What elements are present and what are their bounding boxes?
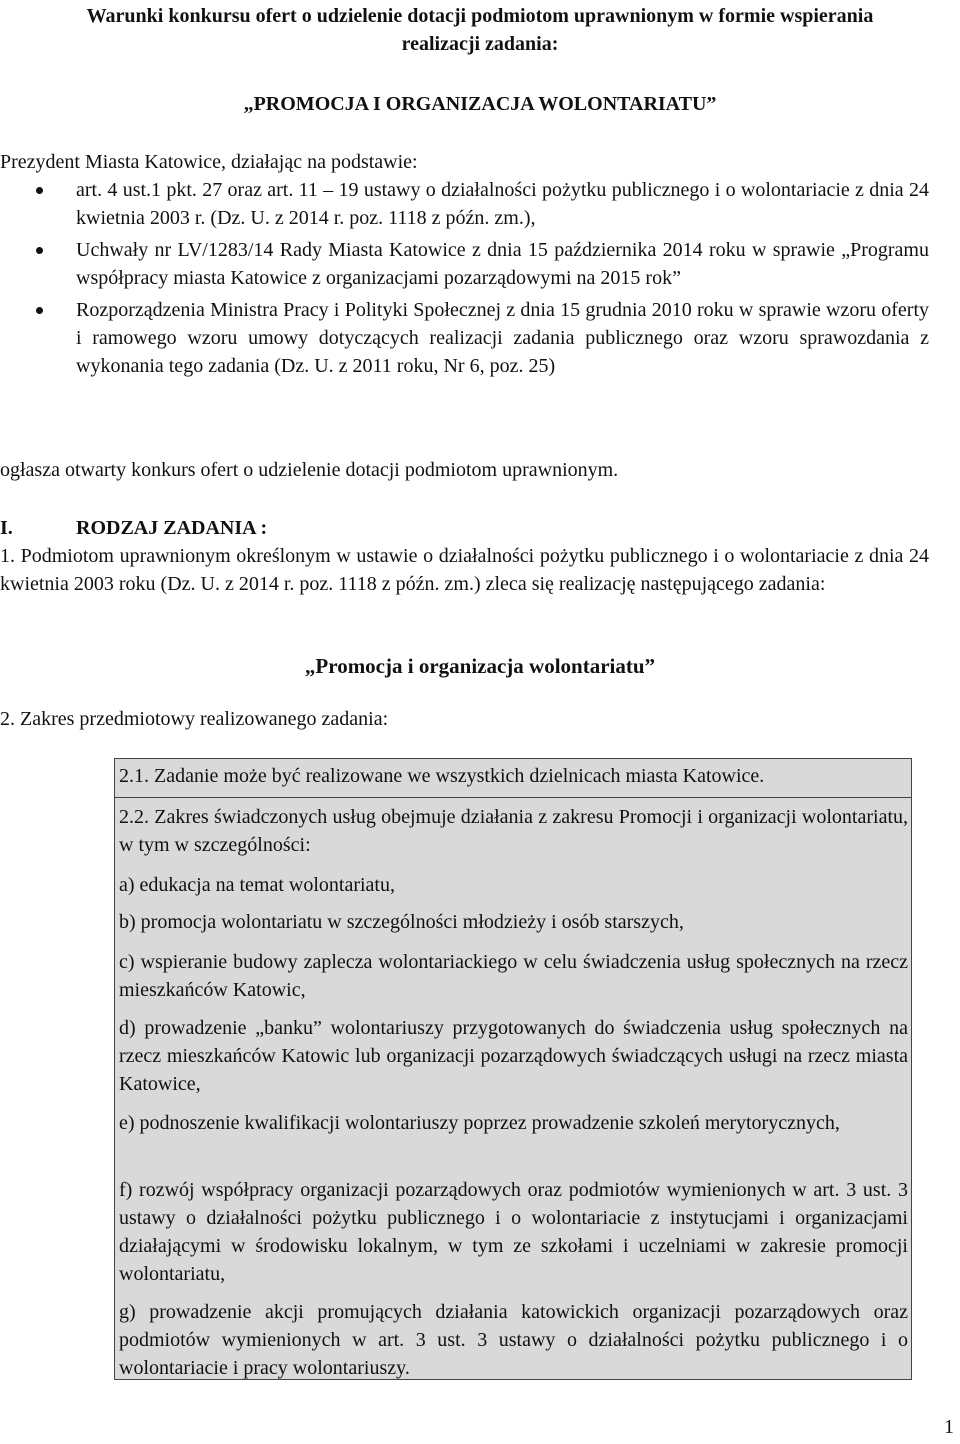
table-divider	[115, 797, 911, 798]
legal-basis-text: Rozporządzenia Ministra Pracy i Polityki Społecznej z dnia 15 grudnia 2010 roku w sprawie wzoru oferty i ramowego wzoru umowy dotyczących realizacji zadania publicznego oraz wzoru sprawozdania z wykonania tego zadania (Dz. U. z 2011 roku, Nr 6, poz. 25)	[76, 299, 929, 377]
title-line-2: realizacji zadania:	[401, 33, 559, 55]
point-2-text: 2. Zakres przedmiotowy realizowanego zadania:	[0, 708, 389, 730]
list-item	[0, 296, 929, 380]
section-heading	[0, 514, 267, 542]
announcement-text: ogłasza otwarty konkurs ofert o udzielenie dotacji podmiotom uprawnionym.	[0, 459, 619, 481]
scope-item-e: e) podnoszenie kwalifikacji wolontariuszy poprzez prowadzenie szkoleń merytorycznych,	[119, 1112, 840, 1134]
section-number: I.	[0, 517, 13, 539]
document-title	[0, 2, 960, 58]
scope-item-2-2: 2.2. Zakres świadczonych usług obejmuje działania z zakresu Promocji i organizacji wolontariatu, w tym w szczególności:	[119, 806, 908, 856]
task-subtitle: „PROMOCJA I ORGANIZACJA WOLONTARIATU”	[243, 93, 717, 115]
scope-item-c: c) wspieranie budowy zaplecza wolontariackiego w celu świadczenia usług społecznych na rzecz mieszkańców Katowic,	[119, 951, 908, 1001]
scope-item-f: f) rozwój współpracy organizacji pozarządowych oraz podmiotów wymienionych w art. 3 ust. 3 ustawy o działalności pożytku publicznego i o wolontariacie z instytucjami i organizacjami działającymi w środowisku lokalnym, w tym ze szkołami i uczelniami w zakresie promocji wolontariatu,	[119, 1179, 908, 1285]
scope-item-2-1: 2.1. Zadanie może być realizowane we wszystkich dzielnicach miasta Katowice.	[119, 765, 765, 787]
scope-item-b: b) promocja wolontariatu w szczególności młodzieży i osób starszych,	[119, 911, 684, 933]
legal-basis-list	[0, 176, 929, 384]
list-item	[0, 176, 929, 232]
scope-item-g: g) prowadzenie akcji promujących działania katowickich organizacji pozarządowych oraz podmiotów wymienionych w art. 3 ust. 3 ustawy o działalności pożytku publicznego i o wolontariacie i pracy wolontariuszy.	[119, 1301, 908, 1379]
task-name: „Promocja i organizacja wolontariatu”	[304, 654, 656, 678]
list-item	[0, 236, 929, 292]
title-line-1: Warunki konkursu ofert o udzielenie dotacji podmiotom uprawnionym w formie wspierania	[86, 5, 874, 27]
legal-basis-text: Uchwały nr LV/1283/14 Rady Miasta Katowice z dnia 15 października 2014 roku w sprawie „Programu współpracy miasta Katowice z organizacjami pozarządowymi na 2015 rok”	[76, 239, 929, 289]
legal-basis-text: art. 4 ust.1 pkt. 27 oraz art. 11 – 19 ustawy o działalności pożytku publicznego i o wolontariacie z dnia 24 kwietnia 2003 r. (Dz. U. z 2014 r. poz. 1118 z późn. zm.),	[76, 179, 929, 229]
bullet-icon	[36, 307, 43, 314]
scope-item-d: d) prowadzenie „banku” wolontariuszy przygotowanych do świadczenia usług społecznych na rzecz mieszkańców Katowic lub organizacji pozarządowych świadczących usługi na rzecz miasta Katowice,	[119, 1017, 908, 1095]
bullet-icon	[36, 187, 43, 194]
bullet-icon	[36, 247, 43, 254]
section-title: RODZAJ ZADANIA :	[76, 517, 268, 539]
intro-text: Prezydent Miasta Katowice, działając na podstawie:	[0, 151, 418, 173]
page-number: 1	[944, 1416, 954, 1438]
scope-item-a: a) edukacja na temat wolontariatu,	[119, 874, 395, 896]
scope-table	[114, 758, 912, 1380]
point-1-text: 1. Podmiotom uprawnionym określonym w ustawie o działalności pożytku publicznego i o wolontariacie z dnia 24 kwietnia 2003 roku (Dz. U. z 2014 r. poz. 1118 z późn. zm.) zleca się realizację następującego zadania:	[0, 545, 929, 595]
